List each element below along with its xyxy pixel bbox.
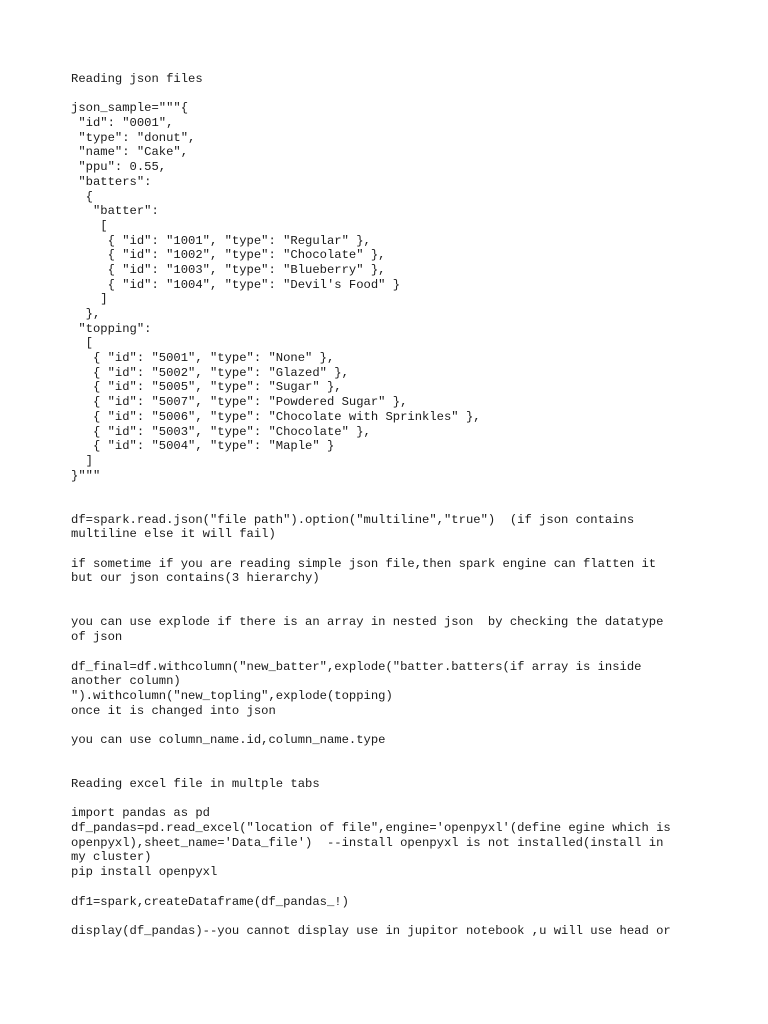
text-line: Reading json files <box>71 72 203 86</box>
text-line <box>71 748 731 763</box>
text-line <box>71 880 731 895</box>
text-line: { "id": "5001", "type": "None" }, <box>71 351 335 366</box>
text-line: "type": "donut", <box>71 130 196 145</box>
text-line: "batters": <box>71 174 152 189</box>
text-line: but our json contains(3 hierarchy) <box>71 571 320 586</box>
text-line <box>71 792 731 807</box>
text-line: { "id": "5005", "type": "Sugar" }, <box>71 380 342 395</box>
text-line: { "id": "5006", "type": "Chocolate with Sprinkles" }, <box>71 409 481 424</box>
text-line <box>71 762 731 777</box>
text-line: Reading excel file in multple tabs <box>71 777 320 791</box>
text-line: df1=spark,createDataframe(df_pandas_!) <box>71 894 349 909</box>
text-line: { "id": "1001", "type": "Regular" }, <box>71 233 371 248</box>
text-line: display(df_pandas)--you cannot display use in jupitor notebook ,u will use head or <box>71 923 671 938</box>
text-line: ").withcolumn("new_topling",explode(topping) <box>71 688 393 703</box>
text-line: you can use explode if there is an array in nested json by checking the datatype <box>71 615 664 630</box>
text-line: df_pandas=pd.read_excel("location of file",engine='openpyxl'(define egine which is <box>71 821 671 836</box>
text-line: { "id": "5003", "type": "Chocolate" }, <box>71 424 371 439</box>
text-line: ] <box>71 292 108 307</box>
text-line: of json <box>71 630 123 645</box>
text-line <box>71 601 731 616</box>
document-page <box>71 72 731 939</box>
text-line: df=spark.read.json("file path").option("multiline","true") (if json contains <box>71 512 635 527</box>
text-line: another column) <box>71 674 181 689</box>
text-line: }, <box>71 307 101 321</box>
text-line: once it is changed into json <box>71 703 276 718</box>
text-line: { "id": "1003", "type": "Blueberry" }, <box>71 262 386 277</box>
text-line: import pandas as pd <box>71 806 210 821</box>
text-line: if sometime if you are reading simple json file,then spark engine can flatten it <box>71 556 657 571</box>
text-line: { "id": "5004", "type": "Maple" } <box>71 439 335 454</box>
text-line: json_sample="""{ <box>71 101 189 116</box>
text-line <box>71 909 731 924</box>
text-line: { "id": "5007", "type": "Powdered Sugar" }, <box>71 395 408 410</box>
text-line <box>71 645 731 660</box>
text-line: { <box>71 189 93 204</box>
text-line: "topping": <box>71 321 152 336</box>
text-line: "name": "Cake", <box>71 145 189 160</box>
text-line: { "id": "1002", "type": "Chocolate" }, <box>71 248 386 263</box>
text-line: multiline else it will fail) <box>71 527 276 542</box>
text-line <box>71 542 731 557</box>
text-line: "ppu": 0.55, <box>71 160 167 175</box>
text-line: you can use column_name.id,column_name.type <box>71 732 386 747</box>
text-line <box>71 87 731 102</box>
text-line: { "id": "5002", "type": "Glazed" }, <box>71 365 349 380</box>
text-line: { "id": "1004", "type": "Devil's Food" } <box>71 277 401 292</box>
text-line <box>71 586 731 601</box>
text-line: }""" <box>71 468 101 483</box>
text-line: openpyxl),sheet_name='Data_file') --install openpyxl is not installed(install in <box>71 835 664 850</box>
text-line: df_final=df.withcolumn("new_batter",explode("batter.batters(if array is inside <box>71 659 642 674</box>
text-line: pip install openpyxl <box>71 865 218 880</box>
text-line <box>71 718 731 733</box>
text-line: my cluster) <box>71 850 152 865</box>
text-line: ] <box>71 453 93 468</box>
text-line <box>71 483 731 498</box>
text-line: [ <box>71 336 93 351</box>
text-line: "batter": <box>71 204 159 219</box>
text-line: [ <box>71 218 108 233</box>
text-line: "id": "0001", <box>71 116 174 131</box>
text-line <box>71 498 731 513</box>
